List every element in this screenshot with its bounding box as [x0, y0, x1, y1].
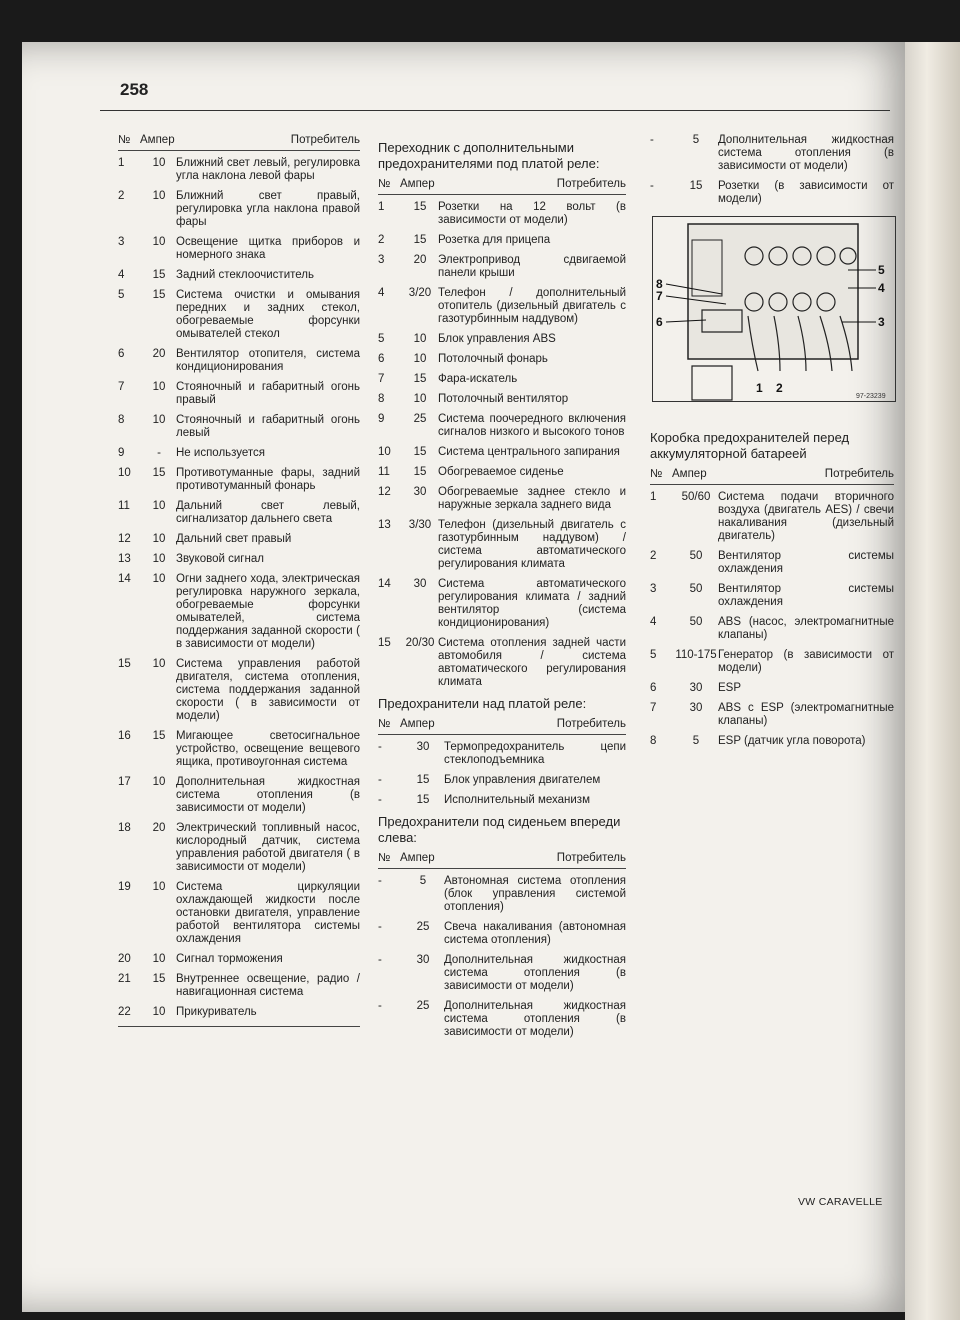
- row-amperage: 5: [419, 875, 427, 887]
- row-consumer: Электропривод сдвигаемой панели крыши: [438, 254, 626, 279]
- row-amperage: 30: [413, 578, 427, 590]
- page-edge: [905, 42, 960, 1320]
- diagram-label-7: 7: [656, 289, 663, 303]
- row-consumer: Ближний свет левый, регулировка угла наклона левой фары: [176, 157, 360, 182]
- row-number: 2: [378, 234, 385, 246]
- row-number: 4: [650, 616, 657, 628]
- table-row: [650, 550, 894, 576]
- header-amp: Ампер: [400, 718, 435, 730]
- row-number: 22: [118, 1006, 131, 1018]
- column-middle: [378, 134, 626, 1046]
- row-number: 14: [118, 573, 131, 585]
- row-amperage: 3/30: [408, 519, 432, 531]
- row-number: 9: [118, 447, 125, 459]
- table-header: [118, 134, 360, 151]
- row-amperage: 10: [152, 573, 166, 585]
- row-number: 1: [118, 157, 125, 169]
- table-row: [650, 583, 894, 609]
- diagram-label-6: 6: [656, 315, 663, 329]
- row-consumer: Внутреннее освещение, радио / навигационная система: [176, 973, 360, 998]
- row-number: 5: [650, 649, 657, 661]
- section-title-under-seat: Предохранители под сиденьем впереди слева:: [378, 814, 621, 845]
- table-row: [378, 637, 626, 689]
- table-row: [650, 682, 894, 695]
- row-amperage: 15: [413, 446, 427, 458]
- row-number: 3: [118, 236, 125, 248]
- row-amperage: 15: [152, 730, 166, 742]
- row-number: 1: [650, 491, 657, 503]
- row-number: 5: [378, 333, 385, 345]
- row-consumer: Автономная система отопления (блок управления системой отопления): [444, 875, 626, 913]
- table-row: [118, 414, 360, 440]
- row-consumer: Система очистки и омывания передних и задних стекол, обогреваемые форсунки омывателей стекол: [176, 289, 360, 340]
- table-row: [378, 254, 626, 280]
- under-seat-table-body: [378, 875, 626, 1039]
- header-consumer: Потребитель: [556, 178, 626, 190]
- row-consumer: Обогреваемые заднее стекло и наружные зеркала заднего вида: [438, 486, 626, 511]
- row-amperage: 10: [413, 353, 427, 365]
- row-amperage: 25: [416, 1000, 430, 1012]
- row-amperage: 10: [152, 236, 166, 248]
- table-row: [378, 393, 626, 406]
- row-amperage: 5: [692, 134, 700, 146]
- row-consumer: Потолочный фонарь: [438, 353, 548, 365]
- row-number: -: [378, 875, 382, 887]
- row-number: 13: [378, 519, 391, 531]
- table-row: [378, 486, 626, 512]
- table-row: [378, 201, 626, 227]
- row-consumer: Звуковой сигнал: [176, 553, 264, 565]
- row-number: -: [378, 954, 382, 966]
- row-number: 4: [118, 269, 125, 281]
- row-amperage: -: [157, 447, 161, 459]
- table-row: [118, 447, 360, 460]
- table-body: [118, 157, 360, 1019]
- row-amperage: 15: [416, 794, 430, 806]
- row-amperage: 50: [689, 550, 703, 562]
- column-right: [650, 134, 894, 213]
- table-row: [378, 954, 626, 993]
- table-row: [118, 573, 360, 651]
- table-header: [650, 468, 894, 485]
- row-consumer: Телефон (дизельный двигатель с газотурбинным наддувом) / система автоматического регулирования климата: [438, 519, 626, 570]
- row-consumer: Блок управления двигателем: [444, 774, 601, 786]
- row-amperage: 50/60: [681, 491, 711, 503]
- row-number: 19: [118, 881, 131, 893]
- row-consumer: Фара-искатель: [438, 373, 518, 385]
- diagram-label-2: 2: [776, 381, 783, 395]
- battery-table-body: [650, 491, 894, 748]
- table-row: [378, 373, 626, 386]
- table-row: [118, 658, 360, 723]
- row-consumer: Блок управления ABS: [438, 333, 556, 345]
- row-consumer: Система центрального запирания: [438, 446, 620, 458]
- row-consumer: Мигающее светосигнальное устройство, освещение вещевого ящика, противоугонная система: [176, 730, 360, 768]
- row-consumer: Дополнительная жидкостная система отопления (в зависимости от модели): [444, 954, 626, 992]
- row-amperage: 10: [152, 414, 166, 426]
- adapter-table-body: [378, 201, 626, 689]
- row-amperage: 10: [152, 881, 166, 893]
- row-amperage: 15: [689, 180, 703, 192]
- row-amperage: 30: [416, 741, 430, 753]
- row-consumer: Освещение щитка приборов и номерного знака: [176, 236, 360, 261]
- row-consumer: Стояночный и габаритный огонь правый: [176, 381, 360, 406]
- header-no: №: [378, 852, 391, 864]
- row-amperage: 20/30: [405, 637, 435, 649]
- table-row: [378, 353, 626, 366]
- table-row: [118, 500, 360, 526]
- row-amperage: 50: [689, 583, 703, 595]
- row-number: 10: [118, 467, 131, 479]
- table-row: [378, 234, 626, 247]
- row-number: -: [378, 921, 382, 933]
- row-number: 16: [118, 730, 131, 742]
- row-amperage: 110-175: [675, 649, 717, 661]
- table-row: [378, 287, 626, 326]
- row-consumer: Дальний свет левый, сигнализатор дальнего света: [176, 500, 360, 525]
- row-number: 12: [118, 533, 131, 545]
- row-amperage: 15: [413, 466, 427, 478]
- row-consumer: Электрический топливный насос, кислородный датчик, система управления работой двигателя ( в зависимости от модели): [176, 822, 360, 873]
- page-number: 258: [120, 80, 149, 99]
- row-number: 2: [650, 550, 657, 562]
- row-consumer: Система отопления задней части автомобиля / система автоматического регулирования климата: [438, 637, 626, 688]
- table-row: [118, 381, 360, 407]
- table-row: [378, 519, 626, 571]
- table-row: [118, 190, 360, 229]
- table-row: [118, 973, 360, 999]
- row-consumer: Обогреваемое сиденье: [438, 466, 564, 478]
- table-header: [378, 178, 626, 195]
- header-no: №: [650, 468, 663, 480]
- table-row: [118, 822, 360, 874]
- row-number: 9: [378, 413, 385, 425]
- header-amp: Ампер: [140, 134, 175, 146]
- header-no: №: [378, 718, 391, 730]
- diagram-label-1: 1: [756, 381, 763, 395]
- row-amperage: 20: [152, 348, 166, 360]
- row-consumer: Противотуманные фары, задний противотуманный фонарь: [176, 467, 360, 492]
- table-header: [378, 718, 626, 735]
- row-consumer: Вентилятор системы охлаждения: [718, 550, 894, 575]
- row-consumer: Система управления работой двигателя, система отопления, система поддержания заданной скорости ( в зависимости от модели): [176, 658, 360, 722]
- above-relay-table-body: [378, 741, 626, 807]
- table-row: [650, 702, 894, 728]
- row-amperage: 15: [413, 373, 427, 385]
- row-consumer: Система циркуляции охлаждающей жидкости после остановки двигателя, управление работой вентилятора системы охлаждения: [176, 881, 360, 945]
- row-number: 8: [118, 414, 125, 426]
- table-row: [650, 735, 894, 748]
- row-number: 1: [378, 201, 385, 213]
- table-row: [378, 413, 626, 439]
- table-row: [650, 491, 894, 543]
- table-row: [118, 553, 360, 566]
- row-consumer: Дальний свет правый: [176, 533, 292, 545]
- row-consumer: Стояночный и габаритный огонь левый: [176, 414, 360, 439]
- row-number: -: [378, 1000, 382, 1012]
- row-number: 5: [118, 289, 125, 301]
- row-number: 14: [378, 578, 391, 590]
- row-consumer: Система подачи вторичного воздуха (двигатель AES) / свечи накаливания (дизельный двигатель): [718, 491, 894, 542]
- header-amp: Ампер: [400, 852, 435, 864]
- row-consumer: Исполнительный механизм: [444, 794, 590, 806]
- row-amperage: 25: [416, 921, 430, 933]
- header-amp: Ампер: [400, 178, 435, 190]
- row-consumer: Розетки на 12 вольт (в зависимости от модели): [438, 201, 626, 226]
- row-number: 8: [378, 393, 385, 405]
- row-number: 8: [650, 735, 657, 747]
- row-number: 12: [378, 486, 391, 498]
- section-title-adapter: Переходник с дополнительными предохранителями под платой реле:: [378, 140, 600, 171]
- row-number: -: [378, 794, 382, 806]
- table-row: [118, 269, 360, 282]
- table-row: [118, 953, 360, 966]
- table-row: [378, 774, 626, 787]
- row-number: -: [650, 134, 654, 146]
- row-amperage: 15: [152, 973, 166, 985]
- diagram-label-8: 8: [656, 277, 663, 291]
- row-amperage: 10: [152, 953, 166, 965]
- row-amperage: 10: [152, 157, 166, 169]
- row-amperage: 10: [152, 1006, 166, 1018]
- row-consumer: Потолочный вентилятор: [438, 393, 569, 405]
- header-no: №: [378, 178, 391, 190]
- row-amperage: 10: [152, 658, 166, 670]
- row-amperage: 50: [689, 616, 703, 628]
- row-number: 18: [118, 822, 131, 834]
- diagram-code: 97-23239: [856, 393, 886, 400]
- table-row: [378, 578, 626, 630]
- diagram-label-4: 4: [878, 281, 885, 295]
- row-consumer: Ближний свет правый, регулировка угла наклона правой фары: [176, 190, 360, 228]
- row-amperage: 15: [413, 201, 427, 213]
- row-number: 6: [118, 348, 125, 360]
- row-consumer: ESP (датчик угла поворота): [718, 735, 866, 747]
- row-amperage: 20: [413, 254, 427, 266]
- row-amperage: 15: [152, 467, 166, 479]
- row-consumer: Огни заднего хода, электрическая регулировка наружного зеркала, обогреваемые форсунки омывателей, система поддержания заданной скорости ( в зависимости от модели): [176, 573, 360, 650]
- battery-fuse-section: [650, 424, 894, 755]
- table-row: [378, 1000, 626, 1039]
- table-end-rule: [118, 1026, 360, 1027]
- table-row: [118, 289, 360, 341]
- table-row: [118, 776, 360, 815]
- header-consumer: Потребитель: [556, 852, 626, 864]
- row-consumer: Розетка для прицепа: [438, 234, 551, 246]
- header-amp: Ампер: [672, 468, 707, 480]
- row-number: 6: [650, 682, 657, 694]
- fuse-table-main: [118, 134, 360, 1027]
- row-consumer: ESP: [718, 682, 742, 694]
- table-row: [118, 467, 360, 493]
- row-consumer: Телефон / дополнительный отопитель (дизельный двигатель с газотурбинным наддувом): [438, 287, 626, 325]
- row-consumer: Дополнительная жидкостная система отопления (в зависимости от модели): [176, 776, 360, 814]
- header-no: №: [118, 134, 131, 146]
- row-consumer: ABS (насос, электромагнитные клапаны): [718, 616, 894, 641]
- row-amperage: 3/20: [408, 287, 432, 299]
- section-title-above-relay: Предохранители над платой реле:: [378, 696, 587, 711]
- row-number: 7: [650, 702, 657, 714]
- footer-title: VW CARAVELLE: [798, 1196, 883, 1208]
- row-amperage: 15: [152, 289, 166, 301]
- row-amperage: 30: [413, 486, 427, 498]
- table-row: [378, 875, 626, 914]
- row-amperage: 10: [152, 500, 166, 512]
- diagram-label-5: 5: [878, 263, 885, 277]
- row-number: 17: [118, 776, 131, 788]
- table-header: [378, 852, 626, 869]
- table-row: [650, 649, 894, 675]
- col3-top-rows: [650, 134, 894, 206]
- row-amperage: 15: [152, 269, 166, 281]
- row-consumer: Розетки (в зависимости от модели): [718, 180, 894, 205]
- row-number: 3: [378, 254, 385, 266]
- table-row: [650, 180, 894, 206]
- row-consumer: Система поочередного включения сигналов низкого и высокого тонов: [438, 413, 626, 438]
- row-amperage: 15: [413, 234, 427, 246]
- section-title-battery: Коробка предохранителей перед аккумуляторной батареей: [650, 430, 850, 461]
- fuse-box-diagram: [652, 216, 896, 402]
- row-amperage: 10: [413, 393, 427, 405]
- row-number: 11: [118, 500, 130, 512]
- table-row: [650, 616, 894, 642]
- table-row: [118, 348, 360, 374]
- header-consumer: Потребитель: [824, 468, 894, 480]
- row-amperage: 20: [152, 822, 166, 834]
- row-number: 4: [378, 287, 385, 299]
- table-row: [118, 236, 360, 262]
- row-consumer: Задний стеклоочиститель: [176, 269, 314, 281]
- row-consumer: Сигнал торможения: [176, 953, 283, 965]
- row-amperage: 10: [152, 533, 166, 545]
- row-consumer: Вентилятор системы охлаждения: [718, 583, 894, 608]
- row-number: 20: [118, 953, 131, 965]
- table-row: [378, 466, 626, 479]
- row-amperage: 25: [413, 413, 427, 425]
- row-number: 3: [650, 583, 657, 595]
- row-number: -: [378, 741, 382, 753]
- row-consumer: Прикуриватель: [176, 1006, 257, 1018]
- row-amperage: 10: [152, 381, 166, 393]
- row-number: -: [378, 774, 382, 786]
- row-number: 2: [118, 190, 125, 202]
- table-row: [378, 794, 626, 807]
- table-row: [118, 533, 360, 546]
- row-consumer: ABS с ESP (электромагнитные клапаны): [718, 702, 894, 727]
- row-number: 6: [378, 353, 385, 365]
- row-amperage: 10: [152, 776, 166, 788]
- row-consumer: Термопредохранитель цепи стеклоподъемника: [444, 741, 626, 766]
- row-number: 13: [118, 553, 131, 565]
- row-consumer: Свеча накаливания (автономная система отопления): [444, 921, 626, 946]
- row-number: -: [650, 180, 654, 192]
- diagram-label-3: 3: [878, 315, 885, 329]
- table-row: [118, 1006, 360, 1019]
- header-consumer: Потребитель: [290, 134, 360, 146]
- row-amperage: 5: [692, 735, 700, 747]
- row-number: 15: [118, 658, 131, 670]
- row-number: 21: [118, 973, 131, 985]
- row-amperage: 15: [416, 774, 430, 786]
- row-consumer: Вентилятор отопителя, система кондиционирования: [176, 348, 360, 373]
- row-amperage: 10: [152, 553, 166, 565]
- row-amperage: 30: [689, 682, 703, 694]
- table-row: [118, 157, 360, 183]
- row-consumer: Система автоматического регулирования климата / задний вентилятор (система кондиционирования): [438, 578, 626, 629]
- top-rule: [100, 110, 890, 111]
- row-amperage: 10: [413, 333, 427, 345]
- row-number: 7: [378, 373, 385, 385]
- row-consumer: Дополнительная жидкостная система отопления (в зависимости от модели): [444, 1000, 626, 1038]
- table-row: [650, 134, 894, 173]
- table-row: [378, 333, 626, 346]
- row-amperage: 30: [689, 702, 703, 714]
- row-amperage: 30: [416, 954, 430, 966]
- header-consumer: Потребитель: [556, 718, 626, 730]
- row-consumer: Генератор (в зависимости от модели): [718, 649, 894, 674]
- table-row: [378, 741, 626, 767]
- row-number: 10: [378, 446, 391, 458]
- row-consumer: Не используется: [176, 447, 266, 459]
- table-row: [118, 881, 360, 946]
- table-row: [118, 730, 360, 769]
- row-number: 15: [378, 637, 391, 649]
- row-consumer: Дополнительная жидкостная система отопления (в зависимости от модели): [718, 134, 894, 172]
- row-number: 7: [118, 381, 125, 393]
- table-row: [378, 921, 626, 947]
- row-number: 11: [378, 466, 390, 478]
- row-amperage: 10: [152, 190, 166, 202]
- table-row: [378, 446, 626, 459]
